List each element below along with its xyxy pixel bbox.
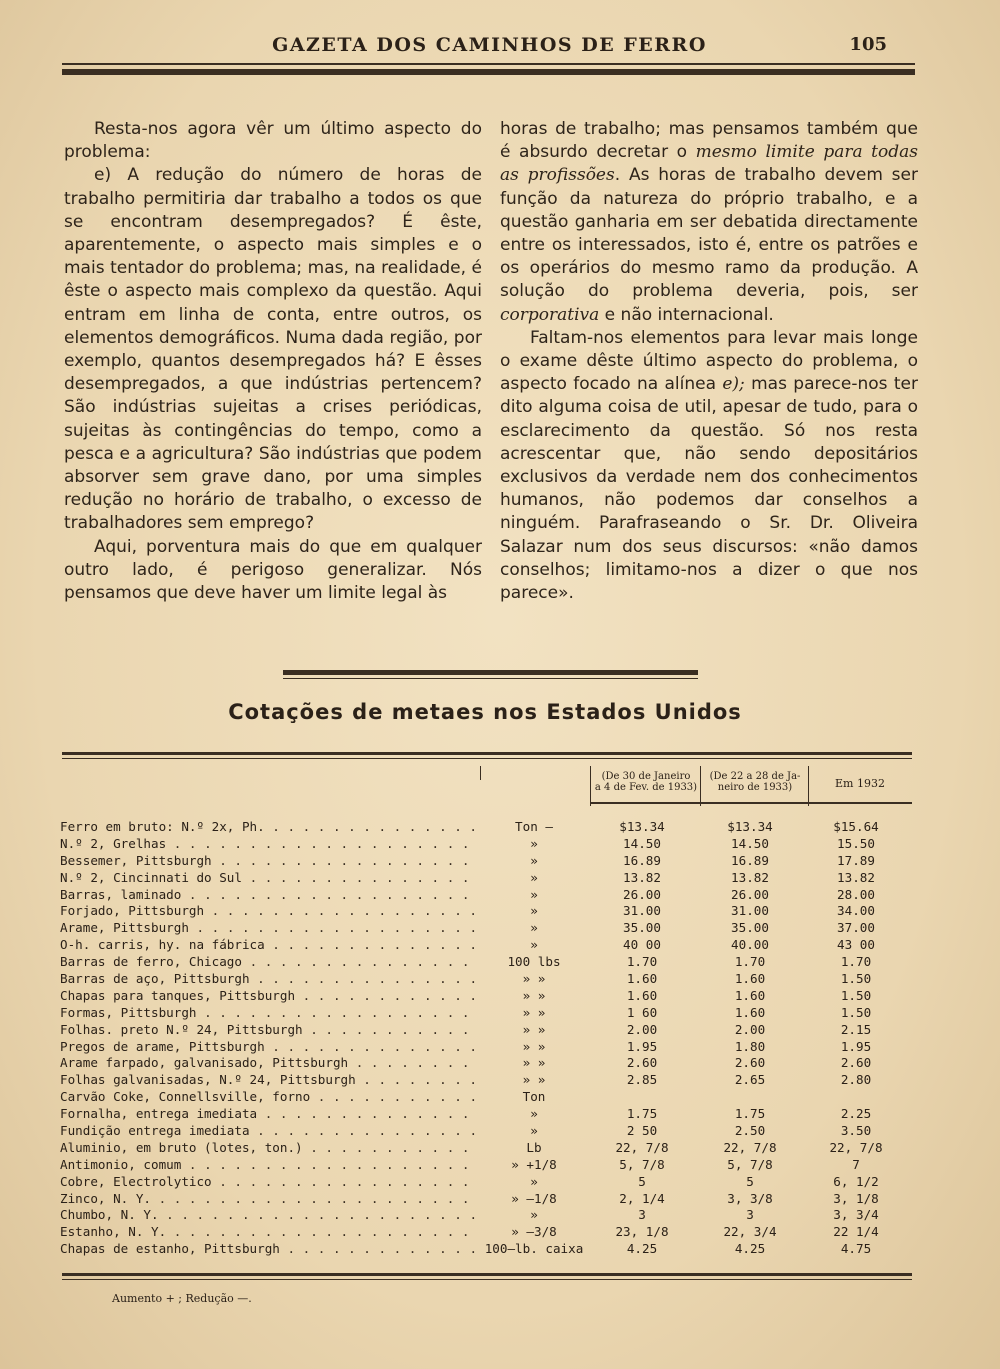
value-period-2: 22, 3/4 [723, 1224, 777, 1240]
row-unit: » » [522, 1004, 546, 1020]
value-period-2: 5, 7/8 [727, 1156, 773, 1172]
table-row [60, 1157, 912, 1174]
table-row [60, 988, 912, 1005]
value-period-2: 26.00 [731, 886, 769, 902]
column-header-line: neiro de 1933) [717, 782, 793, 793]
value-period-1: 1.60 [626, 971, 658, 987]
value-period-1: 1 60 [626, 1004, 658, 1020]
value-1932: 1.50 [840, 987, 872, 1003]
running-header [62, 32, 917, 56]
italic-text: e); [722, 374, 745, 395]
row-unit: Ton [522, 1089, 546, 1105]
row-label: Barras de aço, Pittsburgh . . . [60, 971, 478, 988]
row-label: Arame farpado, galvanisado, Pittsburgh . . . [60, 1055, 478, 1072]
table-row [60, 836, 912, 853]
table-row [60, 920, 912, 937]
value-period-2: 1.70 [734, 954, 766, 970]
value-period-1: 26.00 [623, 886, 661, 902]
value-period-2: 13.82 [731, 869, 769, 885]
column-header-line: (De 22 a 28 de Ja- [709, 771, 801, 782]
table-row [60, 819, 912, 836]
value-1932: 2.80 [840, 1072, 872, 1088]
table-row [60, 853, 912, 870]
value-period-2: 40.00 [731, 937, 769, 953]
table-footnote: Aumento + ; Redução —. [112, 1292, 252, 1305]
table-row [60, 1123, 912, 1140]
paragraph [500, 327, 918, 605]
paragraph: e) A redução do número de horas de trabalho permitiria dar trabalho a todos os que se encontram desempregados? É êste, aparentemente, o aspecto mais simples e o mais tentador do problema; mas, na realidade, é êste o aspecto mais complexo da questão. Aqui entram em linha de conta, entre outros, os elementos demográficos. Numa dada região, por exemplo, quantos desempregados há? E êsses desempregados, a que indústrias pertencem? São indústrias sujeitas a crises periódicas, sujeitas às contingências do tempo, como a pesca e a agricultura? São indústrias que podem absorver sem grave dano, por uma simples redução no horário de trabalho, o excesso de trabalhadores sem emprego? [64, 165, 482, 534]
table-row [60, 903, 912, 920]
row-unit: » [530, 1207, 538, 1223]
value-period-2: 1.60 [734, 971, 766, 987]
value-period-1: 31.00 [623, 903, 661, 919]
row-unit: » [530, 1123, 538, 1139]
table-row [60, 1241, 912, 1258]
article-column-left [64, 118, 482, 605]
value-period-2: 22, 7/8 [723, 1139, 777, 1155]
row-unit: Ton — [515, 819, 553, 834]
table-row [60, 1106, 912, 1123]
value-1932: 13.82 [837, 869, 875, 885]
value-1932: 3, 1/8 [833, 1190, 879, 1206]
value-period-1: 5, 7/8 [619, 1156, 665, 1172]
row-label: Estanho, N. Y. . . . [60, 1224, 478, 1241]
value-1932: 3.50 [840, 1123, 872, 1139]
value-period-1: 1.60 [626, 987, 658, 1003]
value-1932: 17.89 [837, 852, 875, 868]
header-underline [590, 802, 912, 804]
value-period-2: 35.00 [731, 920, 769, 936]
row-label: Zinco, N. Y. . . . [60, 1191, 478, 1208]
value-period-2: 1.60 [734, 1004, 766, 1020]
value-period-1: 14.50 [623, 835, 661, 851]
row-unit: 100 lbs [507, 954, 561, 970]
value-period-1: 5 [638, 1173, 646, 1189]
value-period-1: 16.89 [623, 852, 661, 868]
row-label: Folhas galvanisadas, N.º 24, Pittsburgh . . . [60, 1072, 478, 1089]
column-header-line: a 4 de Fev. de 1933) [594, 782, 698, 793]
italic-text: corporativa [500, 304, 600, 325]
column-header-2 [702, 771, 808, 793]
value-period-1: 22, 7/8 [615, 1139, 669, 1155]
row-label: Bessemer, Pittsburgh . . . [60, 853, 478, 870]
table-row [60, 937, 912, 954]
text-run: mas parece-nos ter dito alguma coisa de util, apesar de tudo, para o esclarecimento da questão. Só nos resta acrescentar que, não sendo depositários exclusivos da verdade nem dos conhecimentos humanos, não podemos dar conselhos a ninguém. Parafraseando o Sr. Dr. Oliveira Salazar num dos seus discursos: «não damos conselhos; limitamo-nos a dizer o que nos parece». [500, 374, 918, 604]
value-period-2: 2.00 [734, 1021, 766, 1037]
value-period-1: 1.70 [626, 954, 658, 970]
row-unit: » » [522, 1055, 546, 1071]
value-period-1: 23, 1/8 [615, 1224, 669, 1240]
header-rule-thin [62, 63, 915, 65]
row-unit: » —3/8 [511, 1224, 557, 1240]
row-label: Arame, Pittsburgh . . . [60, 920, 478, 937]
table-row [60, 1207, 912, 1224]
row-unit: » [530, 852, 538, 868]
table-row [60, 1005, 912, 1022]
column-divider [480, 766, 481, 780]
header-rule-thick [62, 69, 915, 75]
row-unit: » [530, 937, 538, 953]
value-period-2: 16.89 [731, 852, 769, 868]
section-separator [283, 670, 698, 675]
row-label: Forjado, Pittsburgh . . . [60, 903, 478, 920]
table-bottom-rule-thin [62, 1279, 912, 1280]
row-unit: » [530, 1173, 538, 1189]
value-period-1: 40 00 [623, 937, 661, 953]
column-divider [808, 766, 809, 806]
table-row [60, 1039, 912, 1056]
article-column-right [500, 118, 918, 605]
table-row [60, 1072, 912, 1089]
value-period-1: 4.25 [626, 1241, 658, 1257]
row-label: Folhas. preto N.º 24, Pittsburgh . . . [60, 1022, 478, 1039]
column-header-1 [592, 771, 700, 793]
value-period-2: 2.65 [734, 1072, 766, 1088]
paragraph: Aqui, porventura mais do que em qualquer outro lado, é perigoso generalizar. Nós pensamos que deve haver um limite legal às [64, 536, 482, 604]
value-1932: 3, 3/4 [833, 1207, 879, 1223]
page-number: 105 [849, 34, 887, 55]
value-period-1: 2, 1/4 [619, 1190, 665, 1206]
table-row [60, 954, 912, 971]
row-unit: Lb [526, 1139, 542, 1155]
journal-title: GAZETA DOS CAMINHOS DE FERRO [272, 34, 707, 56]
value-period-2: 2.60 [734, 1055, 766, 1071]
value-1932: 6, 1/2 [833, 1173, 879, 1189]
row-label: Chapas para tanques, Pittsburgh . . . [60, 988, 478, 1005]
value-period-1: 2.60 [626, 1055, 658, 1071]
table-row [60, 1224, 912, 1241]
paragraph [500, 118, 918, 327]
row-unit: » +1/8 [511, 1156, 557, 1172]
value-1932: 1.95 [840, 1038, 872, 1054]
value-1932: 4.75 [840, 1241, 872, 1257]
value-period-2: 2.50 [734, 1123, 766, 1139]
value-period-1: 2 50 [626, 1123, 658, 1139]
value-period-1: 1.95 [626, 1038, 658, 1054]
value-1932: 34.00 [837, 903, 875, 919]
row-label: N.º 2, Cincinnati do Sul . . . [60, 870, 478, 887]
row-label: Cobre, Electrolytico . . . [60, 1174, 478, 1191]
value-period-2: 1.60 [734, 987, 766, 1003]
row-unit: » » [522, 1021, 546, 1037]
table-top-rule [62, 752, 912, 755]
value-1932: 2.25 [840, 1106, 872, 1122]
value-period-2: 14.50 [731, 835, 769, 851]
value-1932: 28.00 [837, 886, 875, 902]
row-unit: » [530, 869, 538, 885]
table-row [60, 971, 912, 988]
column-divider [700, 766, 701, 806]
value-period-2: 31.00 [731, 903, 769, 919]
table-row [60, 1174, 912, 1191]
row-unit: » [530, 835, 538, 851]
table-bottom-rule [62, 1273, 912, 1276]
row-unit: » [530, 920, 538, 936]
section-separator-thin [283, 678, 698, 679]
row-label: Fornalha, entrega imediata . . . [60, 1106, 478, 1123]
row-unit: » [530, 1106, 538, 1122]
table-row [60, 870, 912, 887]
value-period-1: 2.00 [626, 1021, 658, 1037]
table-title: Cotações de metaes nos Estados Unidos [228, 700, 742, 724]
value-period-2: 4.25 [734, 1241, 766, 1257]
row-unit: » [530, 903, 538, 919]
price-table-body [60, 819, 912, 1258]
row-label: Formas, Pittsburgh . . . [60, 1005, 478, 1022]
value-period-2: 1.75 [734, 1106, 766, 1122]
row-label: Aluminio, em bruto (lotes, ton.) . . . [60, 1140, 478, 1157]
text-run: . As horas de trabalho devem ser função da natureza do próprio trabalho, e a questão ganharia em ser debatida directamente entre os interessados, isto é, entre os patrões e os operários do mesmo ramo da produção. A solução do problema deveria, pois, ser [500, 165, 918, 302]
value-1932: 15.50 [837, 835, 875, 851]
row-label: Barras, laminado . . . [60, 887, 478, 904]
value-1932: 37.00 [837, 920, 875, 936]
row-unit: » » [522, 1072, 546, 1088]
column-divider [590, 766, 591, 806]
table-row [60, 1022, 912, 1039]
row-label: Barras de ferro, Chicago . . . [60, 954, 478, 971]
row-label: Chumbo, N. Y. . . . [60, 1207, 478, 1224]
row-unit: » » [522, 1038, 546, 1054]
value-1932: 22, 7/8 [829, 1139, 883, 1155]
row-label: Ferro em bruto: N.º 2x, Ph. . . . [60, 819, 478, 836]
table-row [60, 887, 912, 904]
value-1932: 1.50 [840, 1004, 872, 1020]
value-period-1: 35.00 [623, 920, 661, 936]
row-unit: » —1/8 [511, 1190, 557, 1206]
table-top-rule-thin [62, 758, 912, 759]
value-period-2: $13.34 [727, 819, 773, 834]
row-unit: » » [522, 987, 546, 1003]
value-period-1: 2.85 [626, 1072, 658, 1088]
row-label: Pregos de arame, Pittsburgh . . . [60, 1039, 478, 1056]
italic-text: mesmo limite para todas as profissões [500, 142, 918, 186]
row-label: Carvão Coke, Connellsville, forno . . . [60, 1089, 478, 1106]
paragraph: Resta-nos agora vêr um último aspecto do problema: [64, 119, 482, 163]
table-row [60, 1055, 912, 1072]
value-period-1: 13.82 [623, 869, 661, 885]
value-1932: 7 [852, 1156, 860, 1172]
value-1932: 2.15 [840, 1021, 872, 1037]
value-1932: 43 00 [837, 937, 875, 953]
row-label: Antimonio, comum . . . [60, 1157, 478, 1174]
value-period-2: 3 [746, 1207, 754, 1223]
value-1932: $15.64 [833, 819, 879, 834]
text-run: e não internacional. [599, 304, 774, 325]
value-period-1: 3 [638, 1207, 646, 1223]
text-run: Faltam-nos elementos para levar mais longe o exame dêste último aspecto do problema, o aspecto focado na alínea [500, 327, 918, 395]
value-period-2: 5 [746, 1173, 754, 1189]
row-unit: » [530, 886, 538, 902]
row-label: Chapas de estanho, Pittsburgh . . . [60, 1241, 478, 1258]
text-run: horas de trabalho; mas pensamos também que é absurdo decretar o [500, 119, 918, 163]
value-1932: 2.60 [840, 1055, 872, 1071]
value-period-2: 1.80 [734, 1038, 766, 1054]
table-row [60, 1089, 912, 1106]
row-label: O-h. carris, hy. na fábrica . . . [60, 937, 478, 954]
row-unit: » » [522, 971, 546, 987]
table-row [60, 1191, 912, 1208]
table-row [60, 1140, 912, 1157]
value-period-1: 1.75 [626, 1106, 658, 1122]
value-1932: 22 1/4 [833, 1224, 879, 1240]
value-1932: 1.70 [840, 954, 872, 970]
row-label: Fundição entrega imediata . . . [60, 1123, 478, 1140]
column-header-line: (De 30 de Janeiro [601, 771, 691, 782]
column-header-3: Em 1932 [835, 777, 885, 790]
value-1932: 1.50 [840, 971, 872, 987]
row-label: N.º 2, Grelhas . . . [60, 836, 478, 853]
row-unit: 100—lb. caixa [484, 1241, 584, 1257]
value-period-1: $13.34 [619, 819, 665, 834]
value-period-2: 3, 3/8 [727, 1190, 773, 1206]
